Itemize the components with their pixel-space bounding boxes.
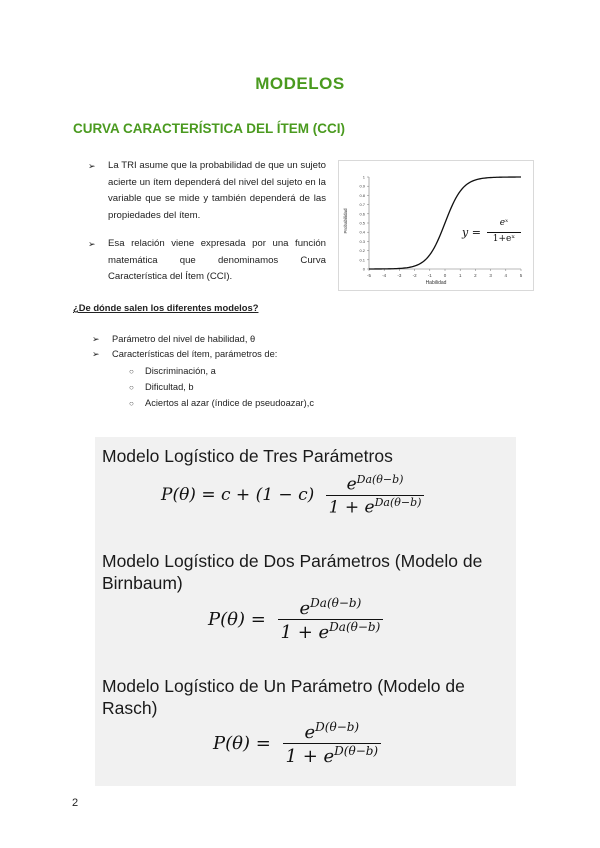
y-tick-label: 0.7	[359, 202, 365, 208]
x-tick-label: -4	[382, 273, 387, 278]
x-tick-label: 2	[474, 273, 477, 278]
sub-list-item	[129, 365, 216, 378]
y-tick-label: 0.2	[359, 248, 365, 254]
denominator-exponent: Da(θ−b)	[329, 620, 381, 634]
formula-lhs: y =	[462, 226, 481, 239]
model-1pl-equation	[213, 720, 381, 767]
y-tick-label: 0.4	[359, 229, 365, 235]
numerator-base: e	[346, 474, 357, 495]
equation-fraction	[283, 720, 382, 767]
model-1pl-title: Modelo Logístico de Un Parámetro (Modelo de Rasch)	[102, 676, 465, 718]
circle-bullet-icon: ○	[129, 367, 134, 376]
model-3pl-title: Modelo Logístico de Tres Parámetros	[102, 446, 393, 466]
page-number: 2	[72, 797, 79, 809]
arrow-bullet-icon: ➢	[88, 239, 96, 249]
paragraph-text: La TRI asume que la probabilidad de que un sujeto acierte un ítem dependerá del nivel del sujeto en la variable que se mide y también dependerá de las propiedades del ítem.	[108, 160, 326, 221]
arrow-bullet-icon: ➢	[92, 349, 100, 359]
paragraph-text: Esa relación viene expresada por una función matemática que denominamos Curva Característica del Ítem (CCI).	[108, 238, 326, 282]
x-tick-label: -2	[412, 273, 417, 278]
equation-lhs: P(θ) =	[213, 733, 271, 754]
x-tick-label: 3	[489, 273, 492, 278]
numerator-base: e	[304, 722, 316, 743]
formula-numerator: eˣ	[499, 218, 509, 228]
list-item-text: Parámetro del nivel de habilidad, θ	[112, 334, 256, 344]
sub-list-item-text: Discriminación, a	[145, 366, 216, 376]
section-heading: CURVA CARACTERÍSTICA DEL ÍTEM (CCI)	[73, 121, 345, 136]
model-2pl-equation	[208, 596, 383, 643]
chart-formula-box	[456, 217, 524, 251]
sub-list-item	[129, 381, 194, 394]
denominator-base: 1 + e	[285, 746, 335, 767]
y-tick-label: 0	[362, 266, 365, 272]
equation-fraction	[278, 596, 384, 643]
x-tick-label: 5	[519, 273, 523, 278]
equation-lhs: P(θ) =	[208, 609, 266, 630]
list-item	[92, 333, 255, 346]
sub-list-item-text: Aciertos al azar (índice de pseudoazar),c	[145, 398, 314, 408]
y-axis-label: Probabilidad	[343, 208, 348, 234]
sub-list-item	[129, 397, 314, 410]
list-item	[92, 348, 277, 361]
model-2pl-title: Modelo Logístico de Dos Parámetros (Modelo de Birnbaum)	[102, 551, 483, 593]
list-item-text: Características del ítem, parámetros de:	[112, 349, 278, 359]
cci-chart	[338, 160, 534, 291]
sub-list-item-text: Dificultad, b	[145, 382, 194, 392]
question-heading: ¿De dónde salen los diferentes modelos?	[73, 302, 259, 313]
x-tick-label: -3	[397, 273, 402, 278]
x-tick-label: 4	[504, 273, 508, 278]
y-tick-label: 1	[362, 174, 365, 180]
y-tick-label: 0.1	[359, 257, 365, 263]
x-axis-label: Habilidad	[425, 280, 447, 286]
denominator-exponent: D(θ−b)	[334, 744, 379, 758]
paragraph-2	[88, 236, 326, 286]
numerator-base: e	[299, 598, 311, 619]
numerator-exponent: Da(θ−b)	[356, 473, 404, 486]
x-tick-label: 0	[443, 273, 447, 278]
paragraph-1	[88, 158, 326, 224]
equation-fraction	[326, 473, 425, 517]
y-tick-label: 0.6	[359, 211, 365, 217]
x-tick-label: -5	[366, 273, 372, 278]
numerator-exponent: D(θ−b)	[315, 720, 360, 734]
arrow-bullet-icon: ➢	[88, 161, 96, 171]
denominator-base: 1 + e	[328, 497, 375, 518]
y-tick-label: 0.3	[359, 238, 365, 244]
model-3pl-equation	[161, 473, 424, 517]
x-tick-label: -1	[427, 273, 432, 278]
numerator-exponent: Da(θ−b)	[310, 596, 362, 610]
x-tick-label: 1	[458, 273, 462, 278]
arrow-bullet-icon: ➢	[92, 334, 100, 344]
circle-bullet-icon: ○	[129, 399, 134, 408]
fraction-bar	[487, 232, 521, 233]
y-tick-label: 0.5	[359, 220, 365, 226]
y-tick-label: 0.8	[359, 192, 365, 198]
denominator-exponent: Da(θ−b)	[374, 495, 422, 509]
page-title: MODELOS	[255, 74, 345, 93]
equation-lhs: P(θ) = c + (1 − c)	[161, 485, 315, 506]
circle-bullet-icon: ○	[129, 383, 134, 392]
models-formula-panel	[95, 437, 516, 786]
denominator-base: 1 + e	[280, 622, 330, 643]
y-tick-label: 0.9	[359, 183, 365, 189]
formula-denominator: 1+eˣ	[492, 234, 516, 244]
